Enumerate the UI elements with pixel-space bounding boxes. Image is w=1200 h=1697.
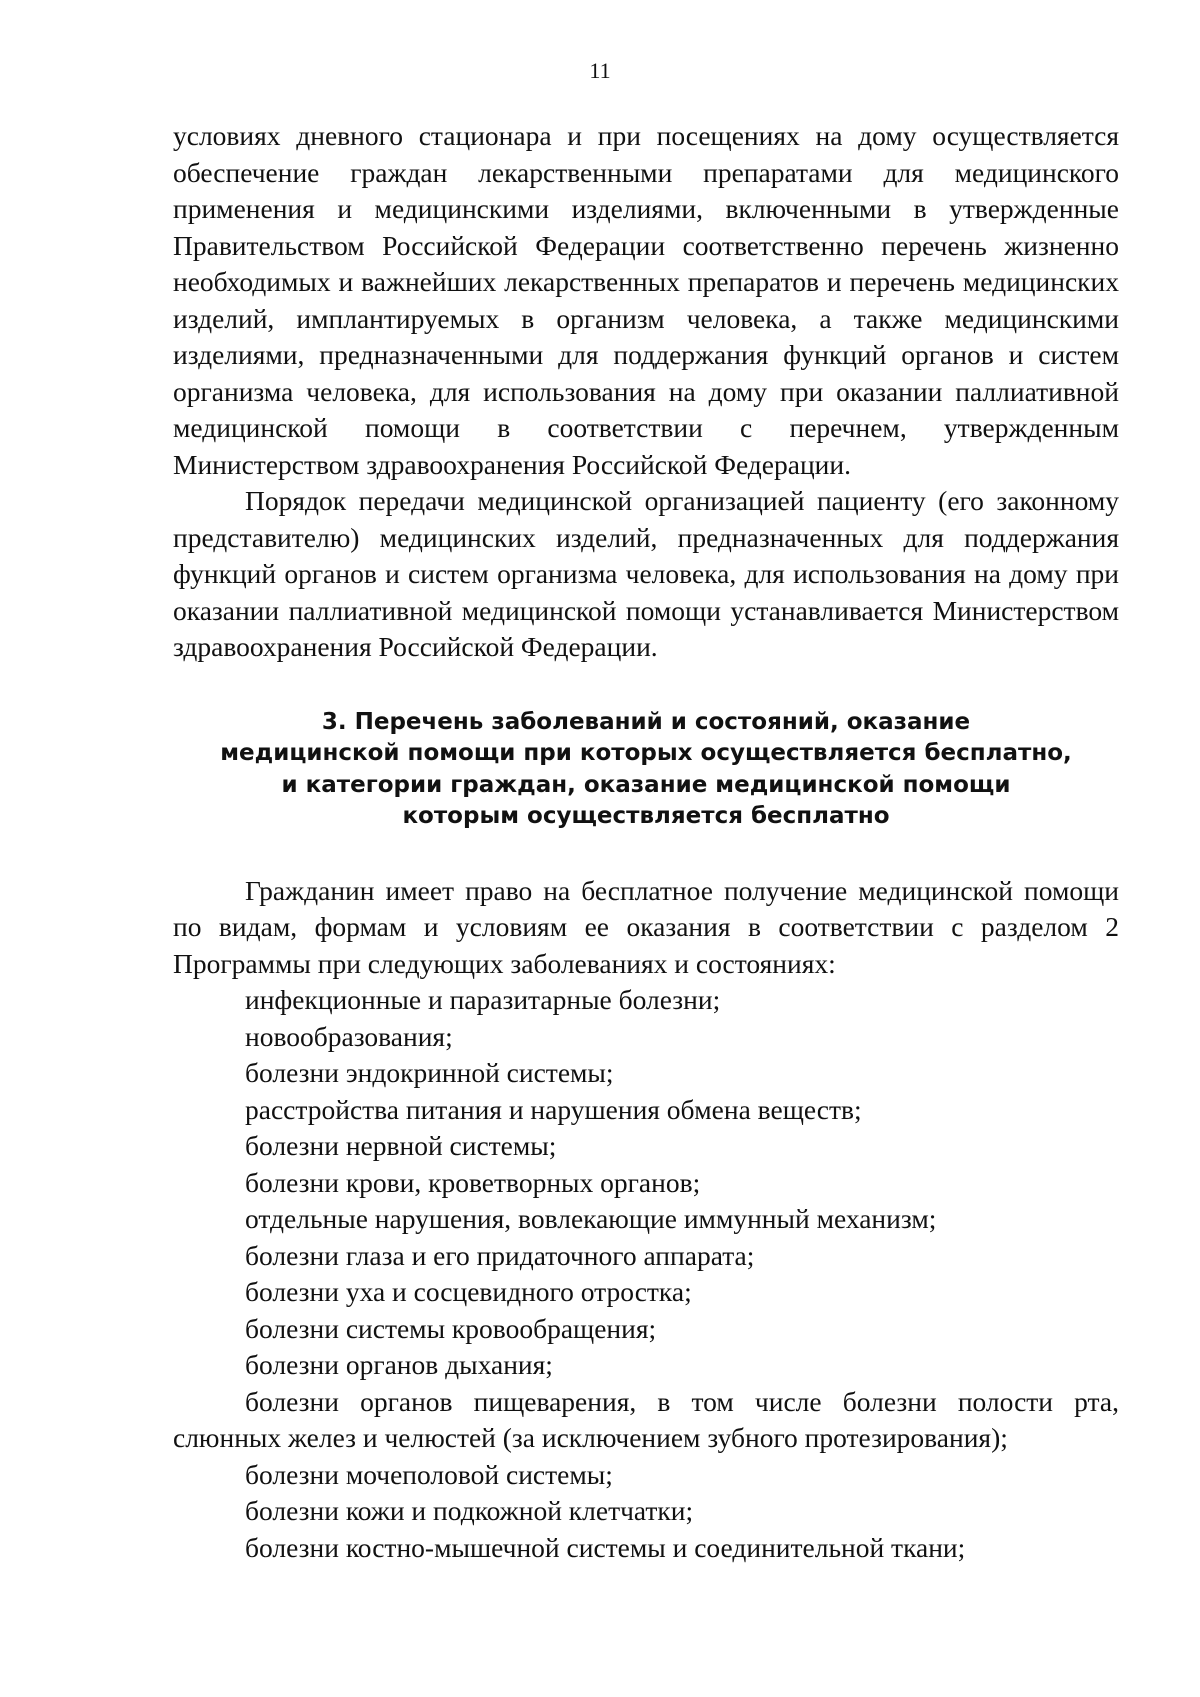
paragraph-continuation: условиях дневного стационара и при посещениях на дому осуществляется обеспечение граждан лекарственными препаратами для медицинского применения и медицинскими изделиями, включенными в утвержденные Правительством Российской Федерации соответственно перечень жизненно необходимых и важнейших лекарственных препаратов и перечень медицинских изделий, имплантируемых в организм человека, а также медицинскими изделиями, предназначенными для поддержания функций органов и систем организма человека, для использования на дому при оказании паллиативной медицинской помощи в соответствии с перечнем, утвержденным Министерством здравоохранения Российской Федерации. xyxy=(173,120,1119,480)
list-item: болезни мочеполовой системы; xyxy=(245,1458,613,1490)
document-body xyxy=(173,118,1119,1566)
section-heading-line: и категории граждан, оказание медицинской помощи xyxy=(281,771,1011,798)
list-item: расстройства питания и нарушения обмена веществ; xyxy=(245,1093,862,1125)
section-heading-line: которым осуществляется бесплатно xyxy=(402,803,890,829)
list-item: отдельные нарушения, вовлекающие иммунный механизм; xyxy=(245,1203,937,1234)
list-item: болезни крови, кроветворных органов; xyxy=(245,1166,701,1198)
list-item: болезни кожи и подкожной клетчатки; xyxy=(245,1495,694,1526)
paragraph-transfer-procedure: Порядок передачи медицинской организацией пациенту (его законному представителю) медицинских изделий, предназначенных для поддержания функций органов и систем организма человека, для использования на дому при оказании паллиативной медицинской помощи устанавливается Министерством здравоохранения Российской Федерации. xyxy=(173,485,1119,662)
list-item: болезни уха и сосцевидного отростка; xyxy=(245,1276,692,1307)
list-item: новообразования; xyxy=(245,1020,453,1052)
list-item: болезни глаза и его придаточного аппарата; xyxy=(245,1239,755,1271)
list-item: болезни системы кровообращения; xyxy=(245,1312,657,1344)
list-item: болезни эндокринной системы; xyxy=(245,1057,614,1088)
intro-paragraph: Гражданин имеет право на бесплатное получение медицинской помощи по видам, формам и условиям ее оказания в соответствии с разделом 2 Программы при следующих заболеваниях и состояниях: xyxy=(173,874,1119,979)
list-item: болезни костно-мышечной системы и соединительной ткани; xyxy=(245,1531,966,1563)
section-heading-line: медицинской помощи при которых осуществляется бесплатно, xyxy=(220,740,1072,766)
list-item: болезни нервной системы; xyxy=(245,1130,557,1161)
conditions-list xyxy=(173,982,1119,1566)
section-heading xyxy=(173,707,1119,833)
list-item: болезни органов дыхания; xyxy=(245,1349,553,1380)
list-item: инфекционные и паразитарные болезни; xyxy=(245,984,721,1015)
list-item: болезни органов пищеварения, в том числе болезни полости рта, слюнных желез и челюстей (за исключением зубного протезирования); xyxy=(173,1385,1119,1453)
section-heading-line: 3. Перечень заболеваний и состояний, оказание xyxy=(321,708,971,735)
page-number: 11 xyxy=(589,58,611,83)
